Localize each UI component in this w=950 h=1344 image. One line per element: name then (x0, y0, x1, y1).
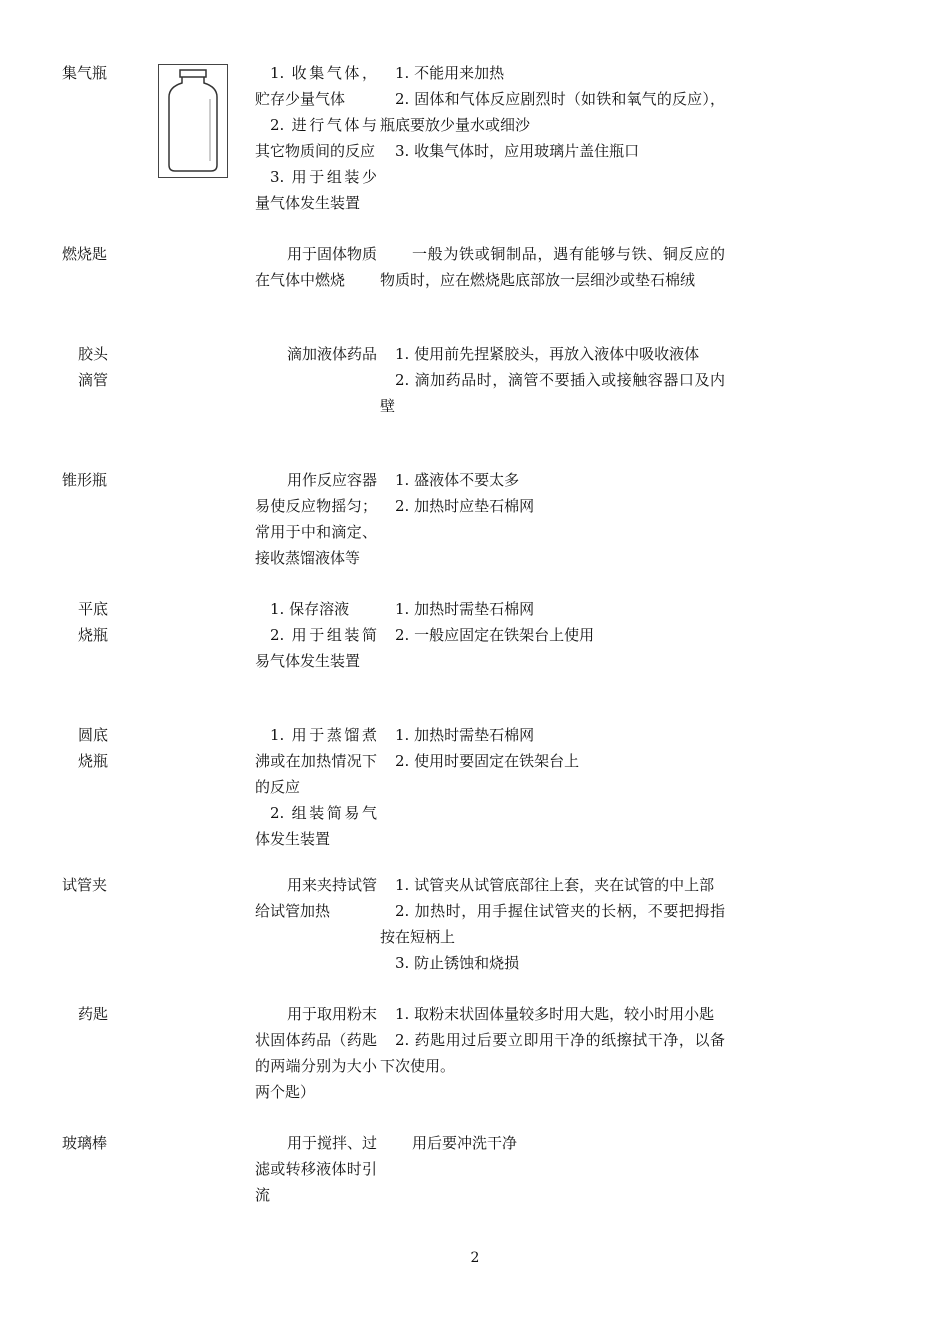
usage-line: 1. 保存溶液 (270, 600, 350, 618)
notes-column (380, 467, 725, 519)
gas-bottle-illustration (158, 64, 228, 178)
notes-column (380, 722, 725, 774)
note-line: 1. 试管夹从试管底部往上套，夹在试管的中上部 (395, 876, 715, 894)
usage-column (255, 1130, 377, 1208)
usage-line: 用来夹持试管给试管加热 (255, 876, 378, 920)
instrument-name (78, 596, 118, 648)
usage-line: 3. 用于组装少量气体发生装置 (255, 168, 377, 212)
name-line: 胶头 (78, 345, 109, 363)
note-line: 用后要冲洗干净 (412, 1134, 518, 1152)
note-line: 3. 收集气体时，应用玻璃片盖住瓶口 (395, 142, 640, 160)
notes-column (380, 241, 725, 293)
usage-column (255, 872, 377, 924)
note-line: 2. 固体和气体反应剧烈时（如铁和氧气的反应），瓶底要放少量水或细沙 (380, 90, 725, 134)
instrument-name (78, 722, 118, 774)
notes-column (380, 341, 725, 419)
instrument-name: 试管夹 (62, 876, 108, 894)
notes-column (380, 1001, 725, 1079)
note-line: 1. 不能用来加热 (395, 64, 505, 82)
name-line: 圆底 (78, 726, 109, 744)
usage-line: 用于固体物质在气体中燃烧 (255, 245, 378, 289)
note-line: 2. 加热时，用手握住试管夹的长柄，不要把拇指按在短柄上 (380, 902, 725, 946)
note-line: 2. 药匙用过后要立即用干净的纸擦拭干净，以备下次使用。 (380, 1031, 725, 1075)
notes-column (380, 872, 725, 976)
usage-column (255, 241, 377, 293)
usage-line: 滴加液体药品 (287, 345, 378, 363)
note-line: 2. 滴加药品时，滴管不要插入或接触容器口及内壁 (380, 371, 725, 415)
usage-line: 2. 进行气体与其它物质间的反应 (255, 116, 377, 160)
name-line: 滴管 (78, 371, 109, 389)
note-line: 2. 加热时应垫石棉网 (395, 497, 535, 515)
usage-column (255, 722, 377, 852)
instrument-name: 集气瓶 (62, 64, 108, 82)
note-line: 1. 取粉末状固体量较多时用大匙，较小时用小匙 (395, 1005, 715, 1023)
usage-line: 2. 组装简易气体发生装置 (255, 804, 377, 848)
name-line: 平底 (78, 600, 109, 618)
usage-line: 用于搅拌、过滤或转移液体时引流 (255, 1134, 378, 1204)
usage-line: 1. 用于蒸馏煮沸或在加热情况下的反应 (255, 726, 377, 796)
note-line: 1. 加热时需垫石棉网 (395, 726, 535, 744)
name-line: 烧瓶 (78, 626, 109, 644)
note-line: 1. 盛液体不要太多 (395, 471, 520, 489)
instrument-name: 玻璃棒 (62, 1134, 108, 1152)
notes-column (380, 60, 725, 164)
name-line: 烧瓶 (78, 752, 109, 770)
note-line: 2. 使用时要固定在铁架台上 (395, 752, 580, 770)
usage-column (255, 341, 377, 367)
note-line: 1. 使用前先捏紧胶头，再放入液体中吸收液体 (395, 345, 700, 363)
usage-line: 用于取用粉末状固体药品（药匙的两端分别为大小两个匙） (255, 1005, 378, 1101)
note-line: 3. 防止锈蚀和烧损 (395, 954, 520, 972)
instrument-name: 锥形瓶 (62, 471, 108, 489)
instrument-name: 药匙 (78, 1005, 109, 1023)
gas-bottle-icon (159, 65, 227, 177)
instrument-name: 燃烧匙 (62, 245, 108, 263)
page-number: 2 (470, 1250, 480, 1266)
usage-line: 2. 用于组装简易气体发生装置 (255, 626, 377, 670)
notes-column (380, 596, 725, 648)
note-line: 一般为铁或铜制品，遇有能够与铁、铜反应的物质时，应在燃烧匙底部放一层细沙或垫石棉绒 (380, 245, 725, 289)
usage-column (255, 60, 377, 216)
notes-column (380, 1130, 725, 1156)
usage-column (255, 1001, 377, 1105)
instrument-name (78, 341, 118, 393)
usage-line: 1. 收集气体，贮存少量气体 (255, 64, 377, 108)
note-line: 1. 加热时需垫石棉网 (395, 600, 535, 618)
usage-column (255, 596, 377, 674)
note-line: 2. 一般应固定在铁架台上使用 (395, 626, 595, 644)
usage-column (255, 467, 377, 571)
usage-line: 用作反应容器易使反应物摇匀；常用于中和滴定、接收蒸馏液体等 (255, 471, 378, 567)
